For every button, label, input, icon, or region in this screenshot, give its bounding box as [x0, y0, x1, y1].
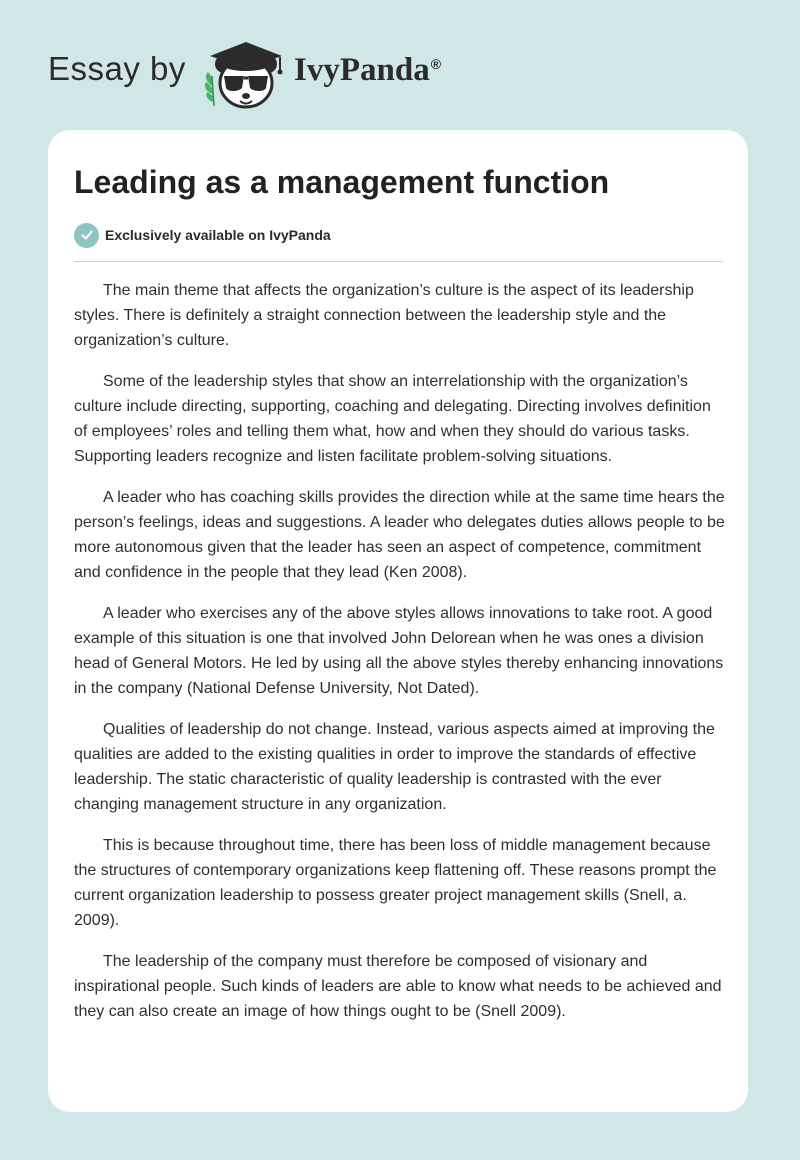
title-divider: [74, 261, 723, 262]
exclusive-badge: [74, 222, 331, 248]
paragraph: Qualities of leadership do not change. Instead, various aspects aimed at improving the qualities are added to the existing qualities in order to improve the standards of effective leadership. The static characteristic of quality leadership is contrasted with the ever changing management structure in any organization.: [74, 721, 715, 813]
paragraph: Some of the leadership styles that show an interrelationship with the organization’s culture include directing, supporting, coaching and delegating. Directing involves definition of employees’ roles and telling them what, how and when they should do various tasks. Supporting leaders recognize and listen facilitate problem-solving situations.: [74, 373, 711, 465]
essay-by-label: Essay by: [48, 50, 186, 87]
paragraph: This is because throughout time, there has been loss of middle management because the structures of contemporary organizations keep flattening off. These reasons prompt the current organization leadership to possess greater project management skills (Snell, a. 2009).: [74, 837, 717, 929]
brand-name: IvyPanda®: [294, 52, 442, 88]
paragraph: A leader who has coaching skills provides the direction while at the same time hears the person’s feelings, ideas and suggestions. A leader who delegates duties allows people to be more autonomous given that the leader has seen an aspect of competence, commitment and confidence in the people that they lead (Ken 2008).: [74, 489, 725, 581]
paragraph: The leadership of the company must therefore be composed of visionary and inspirational people. Such kinds of leaders are able to know what needs to be achieved and they can also create an image of how things ought to be (Snell 2009).: [74, 953, 722, 1020]
exclusive-badge-label: Exclusively available on IvyPanda: [105, 227, 331, 243]
check-circle-icon: [74, 223, 99, 248]
paragraph: The main theme that affects the organization’s culture is the aspect of its leadership styles. There is definitely a straight connection between the leadership style and the organization’s culture.: [74, 282, 694, 349]
paragraph: A leader who exercises any of the above styles allows innovations to take root. A good example of this situation is one that involved John Delorean when he was ones a division head of General Motors. He led by using all the above styles thereby enhancing innovations in the company (National Defense University, Not Dated).: [74, 605, 724, 697]
site-header: [0, 0, 800, 130]
panda-graduate-icon: [200, 36, 292, 110]
registered-mark: ®: [430, 56, 442, 72]
essay-body: [74, 278, 726, 1040]
page-title: Leading as a management function: [74, 164, 610, 200]
essay-card: [48, 130, 748, 1112]
